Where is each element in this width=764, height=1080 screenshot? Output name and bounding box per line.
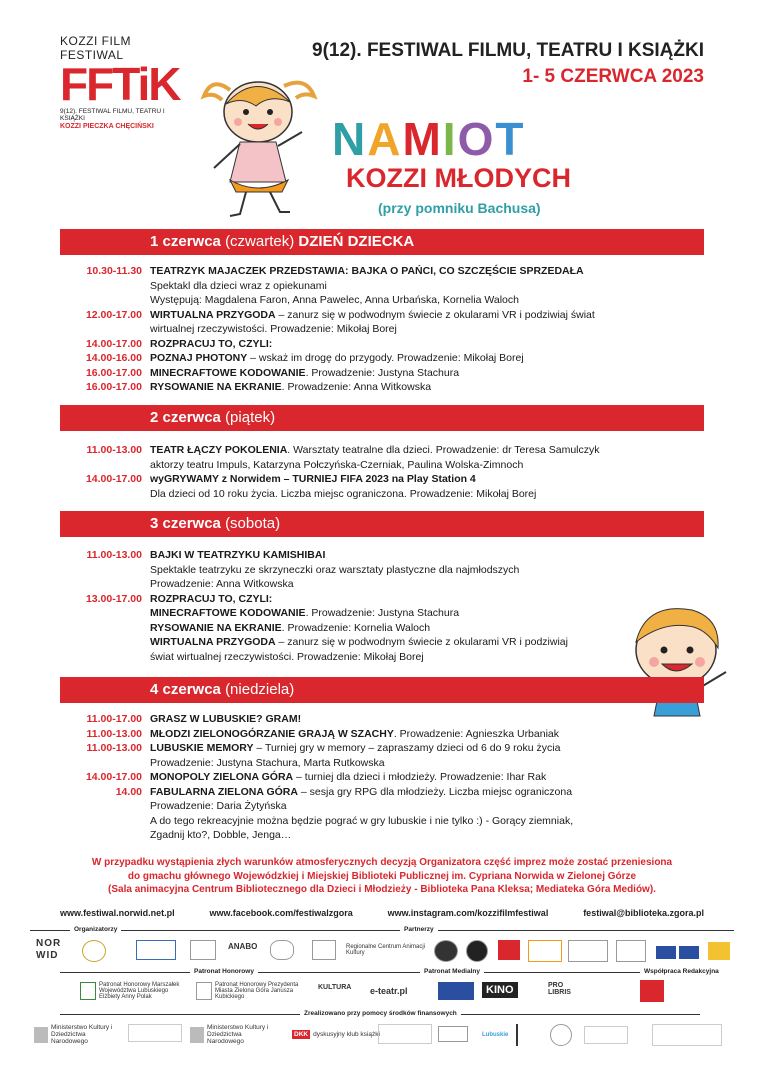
event-text: Występują: Magdalena Faron, Anna Pawelec, Anna Urbańska, Kornelia Waloch (150, 294, 519, 306)
event-description (150, 279, 710, 294)
festival-logo-small (82, 940, 106, 962)
media-label: Patronat Medialny (420, 968, 484, 975)
event-time (60, 577, 150, 592)
day-header-4 (60, 677, 704, 703)
event-description (150, 563, 710, 578)
editorial-label: Współpraca Redakcyjna (640, 968, 723, 975)
classic-logo (640, 980, 664, 1002)
location-note: (przy pomniku Bachusa) (378, 200, 541, 216)
event-description (150, 799, 710, 814)
event-row (60, 279, 710, 294)
event-title: TEATR ŁĄCZY POKOLENIA (150, 444, 288, 456)
divider (60, 972, 700, 973)
day4-events (60, 712, 710, 843)
event-row (60, 727, 710, 742)
kino-magazine-logo: KINO (482, 982, 518, 998)
partner-logo (708, 942, 730, 960)
event-row (60, 366, 710, 381)
namiot-letter: I (442, 113, 458, 165)
event-row (60, 458, 710, 473)
event-time (60, 458, 150, 473)
event-row (60, 351, 710, 366)
event-title: POZNAJ PHOTONY (150, 352, 248, 364)
event-text: wirtualnej rzeczywistości. Prowadzenie: Mikołaj Borej (150, 323, 397, 335)
partner-logo (550, 1024, 572, 1046)
event-text: . Warsztaty teatralne dla dzieci. Prowadzenie: dr Teresa Samulczyk (287, 444, 600, 456)
event-row (60, 443, 710, 458)
event-title: BAJKI W TEATRZYKU KAMISHIBAI (150, 549, 326, 561)
event-time: 12.00-17.00 (85, 308, 142, 321)
zajazd-kultury-logo (528, 940, 562, 962)
event-description (150, 487, 710, 502)
event-description (150, 337, 710, 352)
dkk-logo: DKK dyskusyjny klub książki (294, 1031, 380, 1038)
event-title: ROZPRACUJ TO, CZYLI: (150, 592, 273, 605)
partner-logo (312, 940, 336, 960)
event-description (150, 756, 710, 771)
day2-events (60, 443, 710, 501)
event-time (60, 635, 150, 650)
event-title: TEATRZYK MAJACZEK PRZEDSTAWIA: BAJKA O PAŃCI, CO SZCZĘŚCIE SPRZEDAŁA (150, 265, 584, 277)
event-time (60, 279, 150, 294)
day-of-week: (piątek) (225, 409, 276, 426)
event-time: 11.00-17.00 (86, 713, 142, 725)
notice-line: do gmachu głównego Wojewódzkiej i Miejskiej Biblioteki Publicznej im. Cypriana Norwida w Zielonej Górze (127, 870, 637, 882)
event-row (60, 799, 710, 814)
event-row (60, 563, 710, 578)
event-description (150, 264, 710, 279)
event-text: A do tego rekreacyjnie można będzie pograć w gry lubuskie i nie tylko :) - Gorący ziemniak, (150, 814, 574, 827)
event-row (60, 712, 710, 727)
event-row (60, 264, 710, 279)
marszalek-patronage: Patronat Honorowy Marszałek Województwa Lubuskiego Elżbiety Anny Polak (80, 982, 190, 1000)
event-text: . Prowadzenie: Justyna Stachura (305, 607, 460, 619)
event-time (60, 756, 150, 771)
funding-note (128, 1024, 182, 1042)
event-time (60, 814, 150, 829)
event-time (60, 650, 150, 665)
kultura-logo: KULTURA (318, 984, 352, 991)
event-row (60, 487, 710, 502)
event-time: 14.00-17.00 (85, 771, 142, 783)
event-row (60, 380, 710, 395)
honorary-label: Patronat Honorowy (190, 968, 258, 975)
event-time: 14.00-17.00 (85, 337, 142, 350)
event-text: Spektakl dla dzieci wraz z opiekunami (150, 279, 327, 292)
eu-flag-logo (656, 946, 699, 959)
event-time (60, 606, 150, 621)
namiot-letter: O (457, 113, 496, 165)
event-text: . Prowadzenie: Agnieszka Urbaniak (393, 727, 560, 740)
event-text: Spektakle teatrzyku ze skrzyneczki oraz warsztaty plastyczne dla najmłodszych (150, 563, 520, 576)
day-date: 3 czerwca (150, 515, 221, 532)
event-row (60, 337, 710, 352)
namiot-letter: N (332, 113, 368, 165)
day-date: 2 czerwca (150, 409, 221, 426)
weather-notice (60, 856, 704, 897)
event-description (150, 548, 710, 563)
day-of-week: (czwartek) (225, 233, 295, 250)
event-time: 16.00-17.00 (85, 381, 142, 393)
event-text: . Prowadzenie: Justyna Stachura (305, 366, 460, 379)
day-of-week: (niedziela) (225, 681, 295, 698)
event-row (60, 756, 710, 771)
event-text: – sesja gry RPG dla młodzieży. Liczba miejsc ograniczona (297, 785, 573, 798)
event-title: WIRTUALNA PRZYGODA (150, 308, 276, 321)
day-header-2 (60, 405, 704, 431)
event-text: . Prowadzenie: Kornelia Waloch (281, 621, 431, 634)
event-time: 14.00-17.00 (85, 473, 142, 485)
event-row (60, 785, 710, 800)
event-row (60, 293, 710, 308)
fundacja-logo (584, 1026, 628, 1044)
funding-note (652, 1024, 722, 1046)
partner-logo (438, 1026, 468, 1042)
event-text: Prowadzenie: Daria Żytyńska (150, 800, 287, 812)
day-extra: DZIEŃ DZIECKA (298, 233, 415, 250)
partner-logo (498, 940, 520, 960)
event-description (150, 308, 710, 323)
event-text: . Prowadzenie: Anna Witkowska (281, 381, 432, 393)
rcak-logo: Regionalne Centrum Animacji Kultury (346, 944, 426, 956)
event-description (150, 293, 710, 308)
film-festival-logo (136, 940, 176, 960)
event-description (150, 727, 710, 742)
event-text: – wskaż im drogę do przygody. Prowadzenie: Mikołaj Borej (247, 352, 524, 364)
instytut-ksiazki-logo (378, 1024, 432, 1044)
event-title: FABULARNA ZIELONA GÓRA (150, 785, 298, 798)
festival-logo (60, 34, 180, 130)
event-row (60, 741, 710, 756)
event-title: wyGRYWAMY z Norwidem – TURNIEJ FIFA 2023 na Play Station 4 (150, 473, 476, 485)
notice-line: W przypadku wystąpienia złych warunków atmosferycznych decyzją Organizatora część imprez może zostać przeniesiona (91, 857, 673, 868)
cartoon-girl-illustration (200, 72, 320, 222)
logo-mark: FFTiK (60, 58, 180, 110)
event-title: ROZPRACUJ TO, CZYLI: (150, 337, 273, 350)
event-time: 14.00 (115, 785, 142, 798)
event-row (60, 828, 710, 843)
event-description (150, 322, 710, 337)
event-description (150, 366, 710, 381)
event-title: RYSOWANIE NA EKRANIE (150, 381, 282, 393)
event-time: 13.00-17.00 (85, 592, 142, 605)
event-title: MINECRAFTOWE KODOWANIE (150, 607, 306, 619)
event-row (60, 472, 710, 487)
event-description (150, 380, 710, 395)
logo-top-text: KOZZI FILM FESTIWAL (60, 34, 131, 62)
namiot-heading (332, 112, 525, 166)
kozzi-mlodych-heading: KOZZI MŁODYCH (346, 163, 571, 193)
event-time (60, 799, 150, 814)
kino-logo (568, 940, 608, 962)
namiot-letter: A (367, 113, 403, 165)
event-description (150, 741, 710, 756)
sbp-logo (190, 940, 216, 960)
logo-subtitle: 9(12). FESTIWAL FILMU, TEATRU I KSIĄŻKI (60, 108, 165, 122)
contact-links (60, 908, 704, 918)
day-date: 4 czerwca (150, 681, 221, 698)
event-description (150, 828, 710, 843)
event-text: Prowadzenie: Justyna Stachura, Marta Rutkowska (150, 756, 385, 769)
ministerstwo-logo: Ministerstwo Kultury i Dziedzictwa Narodowego (34, 1024, 124, 1045)
organizers-label: Organizatorzy (70, 926, 121, 933)
ministerstwo-logo: Ministerstwo Kultury i Dziedzictwa Narodowego (190, 1024, 280, 1045)
event-time: 11.00-13.00 (86, 727, 142, 740)
event-time: 10.30-11.30 (86, 265, 142, 277)
lubuskie-logo: Lubuskie (482, 1032, 509, 1038)
event-time (60, 828, 150, 843)
namiot-letter: T (495, 113, 526, 165)
event-time: 14.00-16.00 (85, 352, 142, 364)
event-time (60, 322, 150, 337)
event-time (60, 563, 150, 578)
event-row (60, 322, 710, 337)
norwid-logo: NOR WID (36, 938, 62, 961)
partner-logo (616, 940, 646, 962)
day-of-week: (sobota) (225, 515, 281, 532)
event-text: Dla dzieci od 10 roku życia. Liczba miejsc ograniczona. Prowadzenie: Mikołaj Borej (150, 487, 537, 500)
event-description (150, 785, 710, 800)
day-header-3 (60, 511, 704, 537)
event-text: – turniej dla dzieci i młodzieży. Prowadzenie: Ihar Rak (293, 771, 547, 783)
logo-names: KOZZI PIECZKA CHĘCIŃSKI (60, 123, 154, 130)
partner-logo (270, 940, 294, 960)
facebook-link[interactable]: www.facebook.com/festiwalzgora (209, 908, 353, 918)
event-description (150, 458, 710, 473)
event-time (60, 293, 150, 308)
event-time (60, 621, 150, 636)
event-text: – Turniej gry w memory – zapraszamy dzieci od 6 do 9 roku życia (253, 742, 561, 754)
website-link[interactable]: www.festiwal.norwid.net.pl (60, 908, 175, 918)
day-header-1 (60, 229, 704, 255)
instagram-link[interactable]: www.instagram.com/kozzifilmfestiwal (387, 908, 549, 918)
partners-label: Partnerzy (400, 926, 438, 933)
event-text: – zanurz się w podwodnym świecie z okularami VR i podziwiaj świat (275, 308, 595, 321)
event-title: MŁODZI ZIELONOGÓRZANIE GRAJĄ W SZACHY (150, 727, 394, 740)
partner-logo (516, 1024, 532, 1046)
event-title: MINECRAFTOWE KODOWANIE (150, 366, 306, 379)
media-partner-logo (438, 982, 474, 1000)
event-row (60, 770, 710, 785)
event-text: świat wirtualnej rzeczywistości. Prowadzenie: Mikołaj Borej (150, 650, 424, 663)
event-time: 11.00-13.00 (86, 742, 142, 754)
partner-logo (434, 940, 458, 962)
event-text: – zanurz się w podwodnym świecie z okularami VR i podziwiaj (275, 636, 568, 648)
event-title: RYSOWANIE NA EKRANIE (150, 621, 282, 634)
prezydent-patronage: Patronat Honorowy Prezydenta Miasta Zielona Góra Janusza Kubickiego (196, 982, 306, 1000)
event-title: GRASZ W LUBUSKIE? GRAM! (150, 713, 302, 725)
pro-libris-logo: PRO LIBRIS (548, 982, 571, 996)
event-description (150, 472, 710, 487)
divider (30, 930, 734, 931)
e-teatr-logo: e-teatr.pl (370, 986, 408, 996)
notice-line: (Sala animacyjna Centrum Bibliotecznego dla Dzieci i Młodzieży - Biblioteka Pana Kleksa; Mediateka Góra Mediów). (108, 884, 656, 895)
event-description (150, 712, 710, 727)
event-time (60, 487, 150, 502)
event-title: LUBUSKIE MEMORY (150, 742, 254, 754)
event-description (150, 814, 710, 829)
event-time: 11.00-13.00 (86, 444, 142, 456)
event-row (60, 814, 710, 829)
event-time: 16.00-17.00 (85, 366, 142, 379)
event-description (150, 770, 710, 785)
day-date: 1 czerwca (150, 233, 221, 250)
festival-title: 9(12). FESTIWAL FILMU, TEATRU I KSIĄŻKI (312, 40, 704, 61)
event-text: aktorzy teatru Impuls, Katarzyna Połczyńska-Czerniak, Paulina Wolska-Zimnoch (150, 458, 524, 471)
namiot-letter: M (402, 113, 443, 165)
event-title: WIRTUALNA PRZYGODA (150, 636, 276, 648)
anabo-logo: ANABO (228, 942, 258, 951)
event-row (60, 548, 710, 563)
festival-dates: 1- 5 CZERWCA 2023 (522, 66, 704, 87)
event-description (150, 443, 710, 458)
event-row (60, 308, 710, 323)
email-link[interactable]: festiwal@biblioteka.zgora.pl (583, 908, 704, 918)
financing-label: Zrealizowano przy pomocy środków finansowych (300, 1010, 461, 1017)
event-description (150, 351, 710, 366)
event-text: Prowadzenie: Anna Witkowska (150, 578, 294, 590)
zx-logo (466, 940, 488, 962)
day1-events (60, 264, 710, 395)
event-text: Zgadnij kto?, Dobble, Jenga… (150, 829, 292, 841)
event-title: MONOPOLY ZIELONA GÓRA (150, 771, 294, 783)
event-time: 11.00-13.00 (86, 549, 142, 561)
